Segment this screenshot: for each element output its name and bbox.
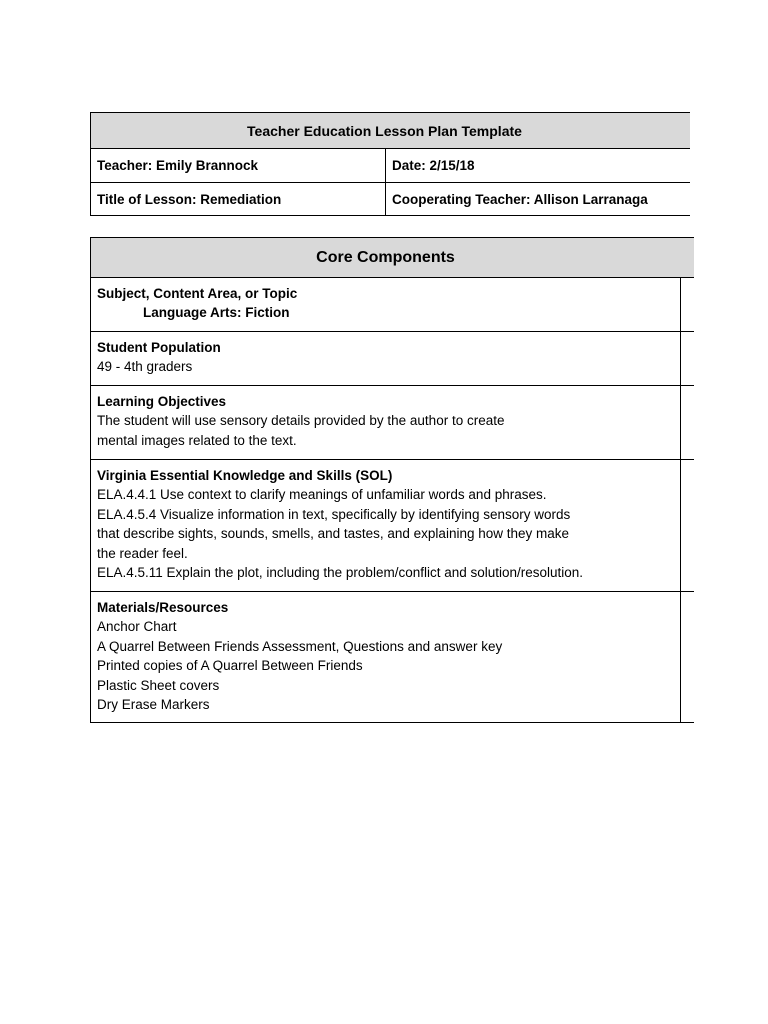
teacher-cell: Teacher: Emily Brannock [91, 149, 386, 182]
sol-line: ELA.4.4.1 Use context to clarify meanings of unfamiliar words and phrases. [97, 487, 547, 502]
core-components-table [90, 237, 694, 723]
subject-heading: Subject, Content Area, or Topic [97, 286, 298, 301]
population-section [91, 331, 694, 385]
population-line: 49 - 4th graders [97, 359, 193, 374]
objectives-heading: Learning Objectives [97, 394, 227, 409]
lesson-plan-header-table [90, 112, 690, 216]
objectives-line: mental images related to the text. [97, 432, 297, 448]
sol-line: ELA.4.5.4 Visualize information in text, specifically by identifying sensory words [97, 506, 571, 522]
lesson-title-cell: Title of Lesson: Remediation [91, 183, 386, 215]
materials-line: Printed copies of A Quarrel Between Friends [97, 658, 363, 673]
header-row-title-cooperating [91, 182, 690, 215]
sol-line: that describe sights, sounds, smells, and tastes, and explaining how they make [97, 526, 570, 541]
materials-line: Plastic Sheet covers [97, 677, 220, 693]
sol-line: the reader feel. [97, 545, 188, 561]
cooperating-teacher-cell: Cooperating Teacher: Allison Larranaga [392, 191, 648, 207]
core-components-title: Core Components [91, 238, 694, 278]
subject-value: Language Arts: Fiction [143, 305, 290, 320]
header-title: Teacher Education Lesson Plan Template [91, 113, 690, 149]
date-cell: Date: 2/15/18 [392, 158, 475, 173]
objectives-section [91, 385, 694, 459]
materials-heading: Materials/Resources [97, 600, 229, 615]
sol-line: ELA.4.5.11 Explain the plot, including the problem/conflict and solution/resolution. [97, 565, 584, 580]
materials-line: Dry Erase Markers [97, 697, 210, 712]
subject-section [91, 278, 694, 331]
header-row-teacher-date [91, 149, 690, 182]
objectives-line: The student will use sensory details provided by the author to create [97, 413, 505, 428]
materials-line: A Quarrel Between Friends Assessment, Questions and answer key [97, 638, 503, 654]
materials-section [91, 591, 694, 722]
population-heading: Student Population [97, 340, 221, 355]
sol-heading: Virginia Essential Knowledge and Skills (SOL) [97, 468, 393, 483]
sol-section [91, 459, 694, 591]
materials-line: Anchor Chart [97, 619, 177, 634]
